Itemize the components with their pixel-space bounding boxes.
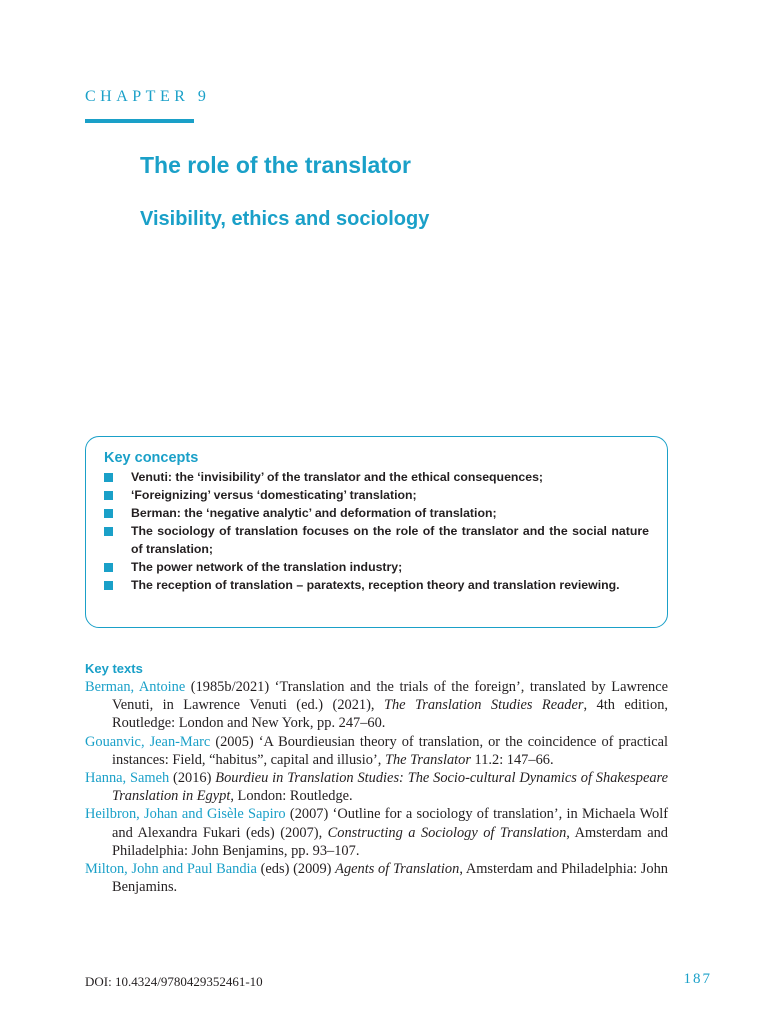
reference-author: Milton, John and Paul Bandia bbox=[85, 861, 257, 878]
key-texts-heading: Key texts bbox=[85, 661, 143, 676]
list-item bbox=[102, 486, 649, 504]
reference-text: , Amsterdam and Philadelphia: John Benjamins. bbox=[112, 861, 668, 896]
concept-text: The power network of the translation industry; bbox=[131, 560, 403, 574]
square-bullet-icon bbox=[104, 509, 113, 518]
key-concepts-box bbox=[85, 436, 668, 628]
page-number: 187 bbox=[683, 971, 712, 987]
reference-text: , Amsterdam and Philadelphia: John Benjamins, pp. 93–107. bbox=[112, 824, 668, 859]
reference-text: (2016) bbox=[169, 770, 216, 787]
key-concepts-heading: Key concepts bbox=[104, 450, 199, 466]
reference-title: The Translator bbox=[384, 751, 471, 768]
reference-text: (1985b/2021) ‘Translation and the trials of the foreign’, translated by Lawrence Venuti, in Lawrence Venuti (ed.) (2021), bbox=[112, 679, 668, 714]
concept-text: ‘Foreignizing’ versus ‘domesticating’ translation; bbox=[131, 488, 417, 502]
key-texts-list bbox=[85, 678, 668, 896]
reference-text: (2005) ‘A Bourdieusian theory of translation, or the coincidence of practical instances: Field, “habitus”, capital and illusio’, bbox=[112, 733, 668, 768]
reference-title: The Translation Studies Reader bbox=[383, 697, 584, 714]
square-bullet-icon bbox=[104, 473, 113, 482]
list-item bbox=[102, 558, 649, 576]
reference-entry bbox=[85, 769, 668, 805]
reference-text: , London: Routledge. bbox=[230, 788, 353, 805]
list-item bbox=[102, 522, 649, 558]
concept-text: The reception of translation – paratexts, reception theory and translation reviewing. bbox=[131, 578, 620, 592]
reference-title: Bourdieu in Translation Studies: The Socio-cultural Dynamics of Shakespeare Translation in Egypt bbox=[112, 770, 668, 805]
reference-author: Heilbron, Johan and Gisèle Sapiro bbox=[85, 806, 286, 823]
concept-text: The sociology of translation focuses on the role of the translator and the social nature of translation; bbox=[131, 524, 649, 556]
reference-entry bbox=[85, 860, 668, 896]
reference-text: , 4th edition, Routledge: London and New York, pp. 247–60. bbox=[112, 697, 668, 732]
square-bullet-icon bbox=[104, 527, 113, 536]
key-concepts-list bbox=[102, 468, 649, 594]
reference-entry bbox=[85, 805, 668, 860]
reference-text: (2007) ‘Outline for a sociology of translation’, in Michaela Wolf and Alexandra Fukari (eds) (2007), bbox=[112, 806, 668, 841]
reference-author: Hanna, Sameh bbox=[85, 770, 170, 787]
chapter-rule bbox=[85, 119, 194, 123]
list-item bbox=[102, 468, 649, 486]
reference-entry bbox=[85, 678, 668, 733]
doi: DOI: 10.4324/9780429352461-10 bbox=[85, 974, 263, 989]
reference-author: Berman, Antoine bbox=[85, 679, 186, 695]
square-bullet-icon bbox=[104, 581, 113, 590]
square-bullet-icon bbox=[104, 563, 113, 572]
list-item bbox=[102, 504, 649, 522]
square-bullet-icon bbox=[104, 491, 113, 500]
reference-entry bbox=[85, 733, 668, 769]
reference-text: (eds) (2009) bbox=[256, 861, 336, 878]
chapter-subtitle: Visibility, ethics and sociology bbox=[140, 208, 430, 230]
chapter-label: CHAPTER 9 bbox=[85, 88, 211, 105]
reference-title: Agents of Translation bbox=[335, 861, 460, 878]
reference-text: 11.2: 147–66. bbox=[470, 751, 554, 768]
list-item bbox=[102, 576, 649, 594]
reference-author: Gouanvic, Jean-Marc bbox=[85, 733, 211, 750]
concept-text: Berman: the ‘negative analytic’ and deformation of translation; bbox=[131, 506, 497, 520]
chapter-title: The role of the translator bbox=[140, 152, 411, 178]
reference-title: Constructing a Sociology of Translation bbox=[327, 824, 567, 841]
concept-text: Venuti: the ‘invisibility’ of the translator and the ethical consequences; bbox=[131, 470, 544, 484]
